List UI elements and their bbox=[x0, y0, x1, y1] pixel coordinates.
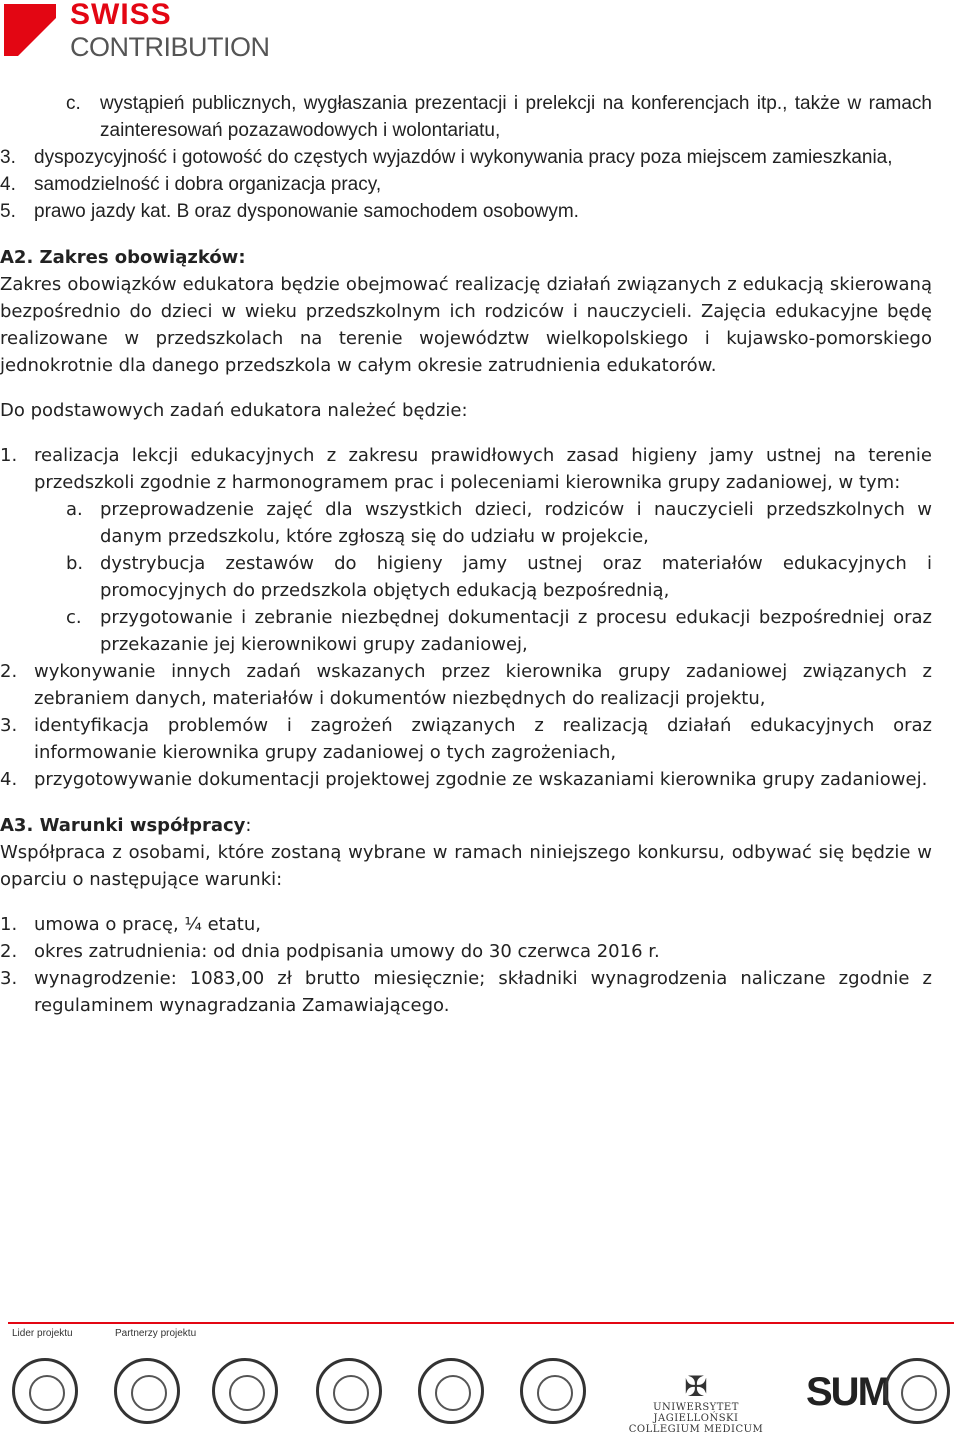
list-text: dystrybucja zestawów do higieny jamy ustnej oraz materiałów edukacyjnych i promocyjnych do przedszkola objętych edukacją bezpośrednią, bbox=[100, 553, 932, 601]
requirement-item-3 bbox=[0, 144, 932, 171]
footer-divider bbox=[8, 1322, 954, 1324]
list-text: przeprowadzenie zajęć dla wszystkich dzieci, rodziców i nauczycieli przedszkolnych w danym przedszkolu, które zgłoszą się do udziału w projekcie, bbox=[100, 499, 932, 547]
duty-item-3 bbox=[0, 712, 932, 766]
section-a3-title: Warunki współpracy bbox=[39, 815, 246, 836]
list-label: 3. bbox=[0, 715, 18, 736]
list-text: wykonywanie innych zadań wskazanych przez kierownika grupy zadaniowej związanych z zebraniem danych, materiałów i dokumentów niezbędnych do realizacji projektu, bbox=[34, 661, 932, 709]
list-label: 2. bbox=[0, 941, 18, 962]
list-label: 5. bbox=[0, 201, 16, 222]
list-label: 3. bbox=[0, 147, 16, 168]
duty-item-4 bbox=[0, 766, 932, 793]
lider-label: Lider projektu bbox=[12, 1328, 73, 1339]
list-text: identyfikacja problemów i zagrożeń związanych z realizacją działań edukacyjnych oraz informowanie kierownika grupy zadaniowej o tych zagrożeniach, bbox=[34, 715, 932, 763]
duty-item-1 bbox=[0, 442, 932, 496]
list-text: okres zatrudnienia: od dnia podpisania umowy do 30 czerwca 2016 r. bbox=[34, 941, 660, 962]
requirement-item-c bbox=[0, 90, 932, 144]
partnerzy-label: Partnerzy projektu bbox=[115, 1328, 197, 1339]
section-a2-heading: A2. Zakres obowiązków: bbox=[0, 247, 246, 268]
list-label: 1. bbox=[0, 914, 18, 935]
list-text: realizacja lekcji edukacyjnych z zakresu prawidłowych zasad higieny jamy ustnej na terenie przedszkoli zgodnie z harmonogramem prac i poleceniami kierownika grupy zadaniowej, w tym: bbox=[34, 445, 932, 493]
partners-footer bbox=[0, 1318, 960, 1436]
partner-seal-icon bbox=[418, 1358, 484, 1424]
list-text: wynagrodzenie: 1083,00 zł brutto miesięcznie; składniki wynagrodzenia naliczane zgodnie z regulaminem wynagradzania Zamawiającego. bbox=[34, 968, 932, 1016]
section-a3-heading bbox=[0, 812, 932, 839]
condition-item-2 bbox=[0, 938, 932, 965]
duty-subitem-a bbox=[0, 496, 932, 550]
condition-item-3 bbox=[0, 965, 932, 1019]
section-a2-intro: Do podstawowych zadań edukatora należeć będzie: bbox=[0, 400, 468, 421]
list-label: 4. bbox=[0, 769, 18, 790]
partner-seal-icon bbox=[12, 1358, 78, 1424]
swiss-logo-mark-icon bbox=[4, 4, 56, 56]
uj-line1: UNIWERSYTET JAGIELLOŃSKI bbox=[653, 1402, 739, 1424]
uj-line2: COLLEGIUM MEDICUM bbox=[628, 1424, 764, 1435]
list-label: b. bbox=[66, 553, 84, 574]
partner-seal-icon bbox=[884, 1358, 950, 1424]
logo-swiss-text: SWISS bbox=[70, 0, 172, 31]
duty-subitem-c bbox=[0, 604, 932, 658]
list-label: c. bbox=[66, 607, 82, 628]
logo-contribution-text: CONTRIBUTION bbox=[70, 32, 270, 62]
section-a3-suffix: : bbox=[245, 815, 252, 836]
list-text: przygotowanie i zebranie niezbędnej dokumentacji z procesu edukacji bezpośredniej oraz przekazanie jej kierownikowi grupy zadaniowej, bbox=[100, 607, 932, 655]
partner-seal-icon bbox=[316, 1358, 382, 1424]
requirement-item-4 bbox=[0, 171, 932, 198]
list-label: 1. bbox=[0, 445, 18, 466]
partner-seal-icon bbox=[212, 1358, 278, 1424]
requirement-item-5 bbox=[0, 198, 932, 225]
list-label: 2. bbox=[0, 661, 18, 682]
list-text: prawo jazdy kat. B oraz dysponowanie samochodem osobowym. bbox=[34, 201, 579, 222]
condition-item-1 bbox=[0, 911, 932, 938]
section-a3-prefix: A3. bbox=[0, 815, 40, 836]
list-text: przygotowywanie dokumentacji projektowej zgodnie ze wskazaniami kierownika grupy zadaniowej. bbox=[34, 769, 928, 790]
uj-collegium-medicum-logo bbox=[618, 1370, 774, 1435]
duty-subitem-b bbox=[0, 550, 932, 604]
uj-crest-icon: ✠ bbox=[684, 1370, 708, 1403]
sum-logo: SUM bbox=[806, 1370, 889, 1414]
list-label: 3. bbox=[0, 968, 18, 989]
partner-seal-icon bbox=[114, 1358, 180, 1424]
list-text: umowa o pracę, ¼ etatu, bbox=[34, 914, 261, 935]
list-label: 4. bbox=[0, 174, 16, 195]
list-label: a. bbox=[66, 499, 83, 520]
partner-seal-icon bbox=[520, 1358, 586, 1424]
list-text: dyspozycyjność i gotowość do częstych wyjazdów i wykonywania pracy poza miejscem zamieszkania, bbox=[34, 147, 893, 168]
swiss-contribution-logo bbox=[4, 0, 270, 62]
section-a3-paragraph: Współpraca z osobami, które zostaną wybrane w ramach niniejszego konkursu, odbywać się będzie w oparciu o następujące warunki: bbox=[0, 842, 932, 890]
list-text: samodzielność i dobra organizacja pracy, bbox=[34, 174, 382, 195]
list-label: c. bbox=[66, 93, 81, 114]
list-text: wystąpień publicznych, wygłaszania prezentacji i prelekcji na konferencjach itp., także w ramach zainteresowań pozazawodowych i wolontariatu, bbox=[100, 93, 932, 141]
document-body bbox=[0, 90, 932, 1019]
section-a2-paragraph: Zakres obowiązków edukatora będzie obejmować realizację działań związanych z edukacją skierowaną bezpośrednio do dzieci w wieku przedszkolnym ich rodziców i nauczycieli. Zajęcia edukacyjne będę realizowane w przedszkolach na terenie województw wielkopolskiego i kujawsko-pomorskiego jednokrotnie dla danego przedszkola w całym okresie zatrudnienia edukatorów. bbox=[0, 274, 932, 376]
duty-item-2 bbox=[0, 658, 932, 712]
